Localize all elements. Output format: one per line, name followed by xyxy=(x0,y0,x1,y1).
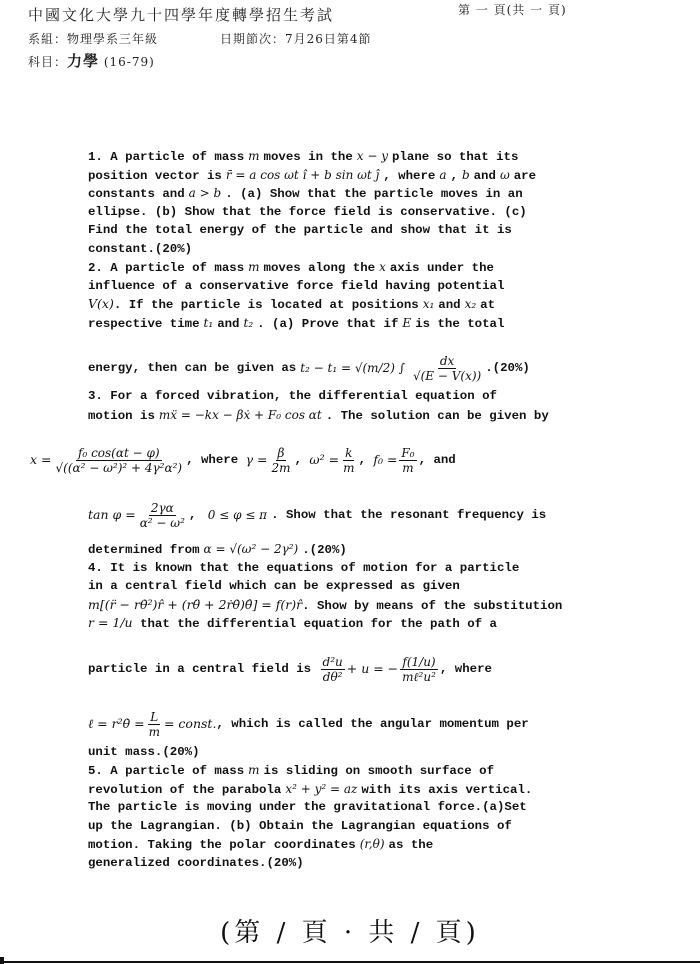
text: moves along the xyxy=(263,261,376,275)
math-parabola: x² + y² = az xyxy=(285,781,358,796)
text: and xyxy=(433,453,456,468)
text: is sliding on smooth surface of xyxy=(263,764,495,778)
text: are xyxy=(513,168,537,183)
denominator: m xyxy=(343,461,355,475)
numerator: d²u xyxy=(322,654,343,669)
text: at xyxy=(480,298,496,312)
text: , which is called the angular momentum per xyxy=(216,716,529,731)
text: 2. A particle of mass xyxy=(88,261,245,275)
text: . (a) Prove that if xyxy=(257,316,399,331)
numerator: β xyxy=(277,446,285,460)
math-x1: x₁ xyxy=(422,297,435,311)
math-central-field-eom: m[(r̈ − rθ̇²)r̂ + (rθ̈ + 2ṙθ̇)θ̂] = f(r)r̂ xyxy=(88,596,303,612)
text: and xyxy=(438,298,461,312)
subject-label: 科目： xyxy=(28,55,68,69)
text: is the total xyxy=(415,316,505,331)
numerator: L xyxy=(150,709,159,724)
text: motion is xyxy=(88,408,155,423)
fraction xyxy=(270,446,293,475)
text: with its axis vertical. xyxy=(361,782,533,797)
subject-code: (16-79) xyxy=(103,55,155,69)
text: . The solution can be given by xyxy=(325,408,549,423)
fraction xyxy=(411,354,483,383)
text: 4. It is known that the equations of motion for a particle xyxy=(88,560,520,575)
exam-title: 中國文化大學九十四學年度轉學招生考試 xyxy=(28,6,335,24)
subject-name: 力學 xyxy=(67,52,100,70)
problem-3: 3. For a forced vibration, the differential equation of motion is mẍ = −kx − βẋ + F₀ cos αt . The solution can be given by x = $\frac{\text{f₀ cos(αt − φ)}}{\text{√((α² − ω²)² + 4γ²α²)}}$ , where γ = $\frac{\beta}{2m}$ , ω² = $\frac{k}{m}$ , f₀ = $\frac{\text{F₀}}{m}$ , and tan φ = $\frac{2\gamma\alpha}{\text{α² − ω²}}$ , 0 ≤ φ ≤ π . Show that the resonant frequency is determined from α = √(ω² − 2γ²) .(20%) xyxy=(88,387,598,559)
text: . If the particle is located at positions xyxy=(113,298,419,312)
math-a: a xyxy=(439,167,447,182)
text: that the differential equation for the path of a xyxy=(140,617,497,631)
math-m: m xyxy=(248,260,260,274)
math-a-gt-b: a > b xyxy=(188,186,222,200)
text: 1. A particle of mass xyxy=(88,150,245,164)
math-substitution: r = 1/u xyxy=(88,615,133,630)
fraction xyxy=(400,655,438,684)
problem-5 xyxy=(88,761,598,872)
text: constant.(20%) xyxy=(88,241,193,256)
text: Find the total energy of the particle and show that it is xyxy=(88,223,512,237)
math-x2: x₂ xyxy=(464,297,477,311)
numerator: dx xyxy=(439,354,455,368)
fraction xyxy=(341,446,356,475)
math-plus-u: + u = − xyxy=(346,660,399,676)
problem-1 xyxy=(88,147,598,258)
text: . Show by means of the substitution xyxy=(302,598,563,613)
problem-4 xyxy=(88,559,598,762)
footer-page-count: (第 / 頁 · 共 / 頁) xyxy=(220,918,480,948)
text: particle in a central field is xyxy=(88,661,312,676)
text: influence of a conservative force field having potential xyxy=(88,278,505,293)
text: .(20%) xyxy=(302,543,347,557)
exam-content xyxy=(30,147,598,872)
text: plane so that its xyxy=(392,150,519,164)
text: motion. Taking the polar coordinates xyxy=(88,838,356,852)
text: revolution of the parabola xyxy=(88,782,282,797)
denominator: √(E − V(x)) xyxy=(412,369,482,383)
fraction xyxy=(399,446,416,475)
text: position vector is xyxy=(88,168,222,183)
fraction xyxy=(138,501,187,530)
denominator: √((α² − ω²)² + 4γ²α²) xyxy=(55,461,183,475)
denominator: 2m xyxy=(271,461,291,475)
text: and xyxy=(217,316,240,331)
fraction xyxy=(321,655,345,684)
numerator: F₀ xyxy=(401,446,415,460)
text: , where xyxy=(383,168,436,183)
math-phi-range: 0 ≤ φ ≤ π xyxy=(207,508,268,523)
fraction xyxy=(147,710,162,739)
math-const: = const. xyxy=(163,715,217,731)
denominator: α² − ω² xyxy=(139,516,185,530)
text: respective time xyxy=(88,316,200,331)
text: The particle is moving under the gravitational force.(a)Set xyxy=(88,800,527,814)
math-m: m xyxy=(248,763,260,777)
text: 5. A particle of mass xyxy=(88,764,245,778)
text: moves in the xyxy=(263,150,353,164)
math-ell-lhs: ℓ = r²θ̇ = xyxy=(88,715,145,731)
math-polar-coords: (r,θ) xyxy=(359,837,385,851)
math-omega-lhs: ω² = xyxy=(309,452,340,468)
text: generalized coordinates.(20%) xyxy=(88,855,304,870)
math-omega: ω xyxy=(499,167,510,182)
text: .(20%) xyxy=(485,361,530,376)
text: energy, then can be given as xyxy=(88,361,297,376)
numerator: 2γα xyxy=(150,501,174,515)
denominator: dθ² xyxy=(322,669,343,684)
numerator: f₀ cos(αt − φ) xyxy=(78,446,160,460)
text: . Show that the resonant frequency is xyxy=(271,508,547,523)
math-resonant-frequency: α = √(ω² − 2γ²) xyxy=(203,542,299,556)
math-position-vector: r̄ = a cos ωt î + b sin ωt ĵ xyxy=(225,167,380,182)
text: , where xyxy=(186,453,239,468)
numerator: k xyxy=(345,446,353,460)
math-E: E xyxy=(402,315,412,330)
math-gamma-lhs: γ = xyxy=(245,452,268,468)
math-equation-of-motion: mẍ = −kx − βẋ + F₀ cos αt xyxy=(158,407,322,422)
fraction xyxy=(54,446,185,475)
text: , where xyxy=(439,661,492,676)
math-t1: t₁ xyxy=(203,315,214,330)
text: constants and xyxy=(88,187,185,201)
text: as the xyxy=(388,838,434,852)
subject xyxy=(28,50,155,71)
date-session: 日期節次：7月26日第4節 xyxy=(220,32,372,46)
text: ellipse. (b) Show that the force field is conservative. (c) xyxy=(88,204,527,219)
footer-divider xyxy=(4,961,700,963)
text: unit mass.(20%) xyxy=(88,744,200,759)
text: . (a) Show that the particle moves in an xyxy=(225,187,523,201)
denominator: m xyxy=(402,461,414,475)
page-indicator: 第 一 頁(共 一 頁) xyxy=(458,3,567,17)
math-m: m xyxy=(248,149,260,163)
math-potential: V(x) xyxy=(88,296,114,311)
math-tan-lhs: tan φ = xyxy=(88,507,136,523)
problem-2 xyxy=(88,258,598,387)
denominator: m xyxy=(148,724,160,739)
math-b: b xyxy=(461,167,470,182)
math-xy: x − y xyxy=(356,149,389,163)
text: up the Lagrangian. (b) Obtain the Lagrangian equations of xyxy=(88,818,512,833)
math-time-integral: t₂ − t₁ = √(m/2) ∫ xyxy=(300,361,405,376)
text: , xyxy=(450,168,458,183)
text: and xyxy=(473,168,496,183)
math-x: x xyxy=(379,260,386,274)
text: in a central field which can be expressed as given xyxy=(88,579,460,593)
denominator: mℓ²u² xyxy=(402,669,436,684)
numerator: f(1/u) xyxy=(402,654,436,669)
text: axis under the xyxy=(389,261,494,275)
math-f0-lhs: f₀ = xyxy=(373,452,398,468)
text: 3. For a forced vibration, the differential equation of xyxy=(88,389,497,403)
text: determined from xyxy=(88,543,200,557)
math-t2: t₂ xyxy=(243,315,254,330)
department: 系組：物理學系三年級 xyxy=(28,32,159,46)
math-x-lhs: x = xyxy=(30,452,52,468)
